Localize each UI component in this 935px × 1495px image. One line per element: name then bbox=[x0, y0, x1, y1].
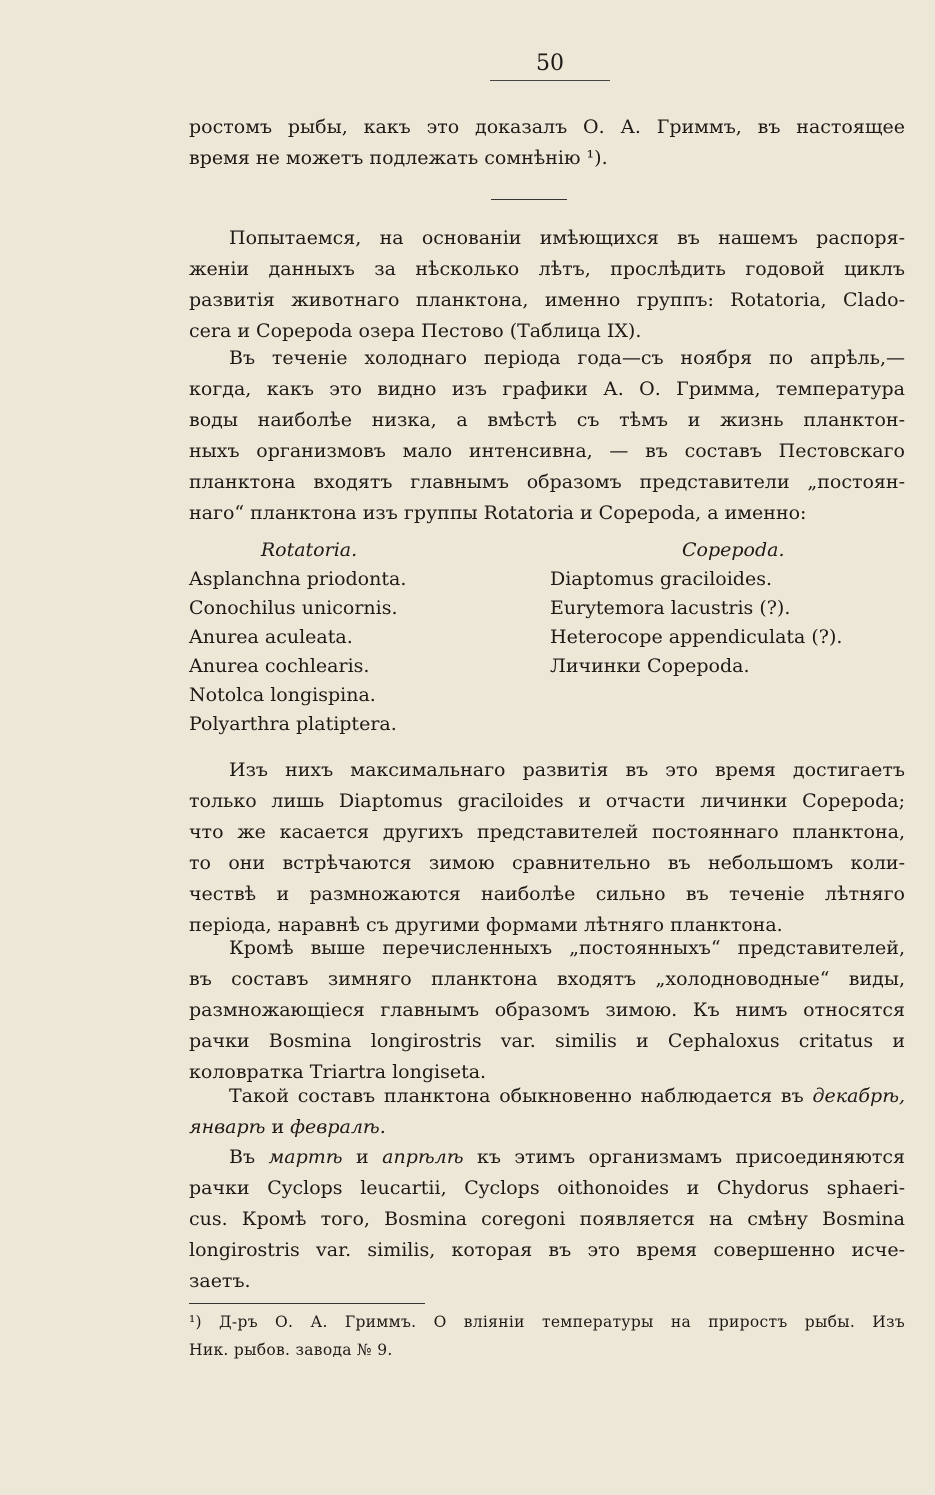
species-item: Diaptomus graciloides. bbox=[550, 568, 772, 590]
month-italic: февралѣ. bbox=[290, 1116, 386, 1138]
text-line: коловратка Triartra longiseta. bbox=[189, 1061, 487, 1083]
species-item: Anurea aculeata. bbox=[189, 626, 353, 648]
species-item: Личинки Copepoda. bbox=[550, 655, 750, 677]
text-run: Въ bbox=[229, 1146, 269, 1168]
paragraph-spring bbox=[189, 1142, 905, 1297]
species-item: Eurytemora lacustris (?). bbox=[550, 597, 791, 619]
text-line: планктона входятъ главнымъ образомъ представители „постоян- bbox=[189, 471, 905, 493]
text-line: воды наиболѣе низка, а вмѣстѣ съ тѣмъ и жизнь планктон- bbox=[189, 409, 905, 431]
text-line: чествѣ и размножаются наиболѣе сильно въ теченіе лѣтняго bbox=[189, 883, 905, 905]
text-line: что же касается другихъ представителей постояннаго планктона, bbox=[189, 821, 905, 843]
text-line: Изъ нихъ максимальнаго развитія въ это время достигаетъ bbox=[229, 759, 905, 781]
text-line: cus. Кромѣ того, Bosmina coregoni появляется на смѣну Bosmina bbox=[189, 1208, 905, 1230]
copepoda-list bbox=[550, 536, 880, 681]
text-line: ростомъ рыбы, какъ это доказалъ О. А. Гриммъ, въ настоящее bbox=[189, 116, 905, 138]
species-item: Notolca longispina. bbox=[189, 684, 376, 706]
text-line: Попытаемся, на основаніи имѣющихся въ нашемъ распоря- bbox=[229, 227, 905, 249]
footnote-line: Ник. рыбов. завода № 9. bbox=[189, 1341, 393, 1359]
section-separator bbox=[491, 199, 567, 200]
text-line: развитія животнаго планктона, именно группъ: Rotatoria, Clado- bbox=[189, 289, 905, 311]
text-line: рачки Cyclops leucartii, Cyclops oithonoides и Chydorus sphaeri- bbox=[189, 1177, 905, 1199]
text-line: Въ теченіе холоднаго періода года—съ ноября по апрѣль,— bbox=[229, 347, 905, 369]
text-line: cera и Copepoda озера Пестово (Таблица IX). bbox=[189, 320, 642, 342]
text-line: Кромѣ выше перечисленныхъ „постоянныхъ“ представителей, bbox=[229, 937, 905, 959]
paragraph-cold bbox=[189, 933, 905, 1088]
text-line bbox=[189, 1142, 905, 1173]
text-line: женіи данныхъ за нѣсколько лѣтъ, прослѣдить годовой циклъ bbox=[189, 258, 905, 280]
text-line: когда, какъ это видно изъ графики А. О. Гримма, температура bbox=[189, 378, 905, 400]
footnote-line: ¹) Д-ръ О. А. Гриммъ. О вліяніи температуры на приростъ рыбы. Изъ bbox=[189, 1313, 905, 1331]
text-run: Такой составъ планктона обыкновенно наблюдается въ bbox=[229, 1085, 813, 1107]
text-line: рачки Bosmina longirostris var. similis и Cephaloxus critatus и bbox=[189, 1030, 905, 1052]
paragraph-months bbox=[189, 1081, 905, 1143]
rotatoria-heading: Rotatoria. bbox=[260, 539, 358, 561]
month-italic: апрѣлѣ bbox=[382, 1146, 464, 1168]
species-item: Asplanchna priodonta. bbox=[189, 568, 407, 590]
copepoda-heading: Copepoda. bbox=[682, 539, 785, 561]
text-line: ныхъ организмовъ мало интенсивна, — въ составъ Пестовскаго bbox=[189, 440, 905, 462]
text-line: размножающіеся главнымъ образомъ зимою. Къ нимъ относятся bbox=[189, 999, 905, 1021]
text-line: то они встрѣчаются зимою сравнительно въ небольшомъ коли- bbox=[189, 852, 905, 874]
paragraph-winter bbox=[189, 343, 905, 529]
paragraph-intro bbox=[189, 223, 905, 347]
text-line: longirostris var. similis, которая въ это время совершенно исче- bbox=[189, 1239, 905, 1261]
species-item: Polyarthra platiptera. bbox=[189, 713, 397, 735]
month-italic: мартѣ bbox=[268, 1146, 343, 1168]
footnote bbox=[189, 1308, 905, 1364]
text-line: время не можетъ подлежать сомнѣнію ¹). bbox=[189, 147, 608, 169]
text-line: въ составъ зимняго планктона входятъ „холодноводные“ виды, bbox=[189, 968, 905, 990]
page-number: 50 bbox=[536, 51, 564, 76]
text-line: заетъ. bbox=[189, 1270, 251, 1292]
species-item: Heterocope appendiculata (?). bbox=[550, 626, 843, 648]
rotatoria-list bbox=[189, 536, 429, 739]
text-line bbox=[189, 1112, 905, 1143]
text-run: къ этимъ организмамъ присоединяются bbox=[463, 1146, 906, 1168]
month-italic: декабрѣ, bbox=[812, 1085, 905, 1107]
species-item: Anurea cochlearis. bbox=[189, 655, 370, 677]
text-line: періода, наравнѣ съ другими формами лѣтняго планктона. bbox=[189, 914, 783, 936]
text-line: только лишь Diaptomus graciloides и отчасти личинки Copepoda; bbox=[189, 790, 905, 812]
footnote-rule bbox=[189, 1303, 425, 1304]
month-italic: январѣ bbox=[189, 1116, 266, 1138]
text-line: наго“ планктона изъ группы Rotatoria и Copepoda, а именно: bbox=[189, 502, 807, 524]
text-run: и bbox=[342, 1146, 383, 1168]
paragraph-top bbox=[189, 112, 905, 174]
page-number-rule bbox=[490, 80, 610, 81]
text-run: и bbox=[265, 1116, 291, 1138]
species-item: Conochilus unicornis. bbox=[189, 597, 398, 619]
paragraph-max bbox=[189, 755, 905, 941]
text-line bbox=[189, 1081, 905, 1112]
